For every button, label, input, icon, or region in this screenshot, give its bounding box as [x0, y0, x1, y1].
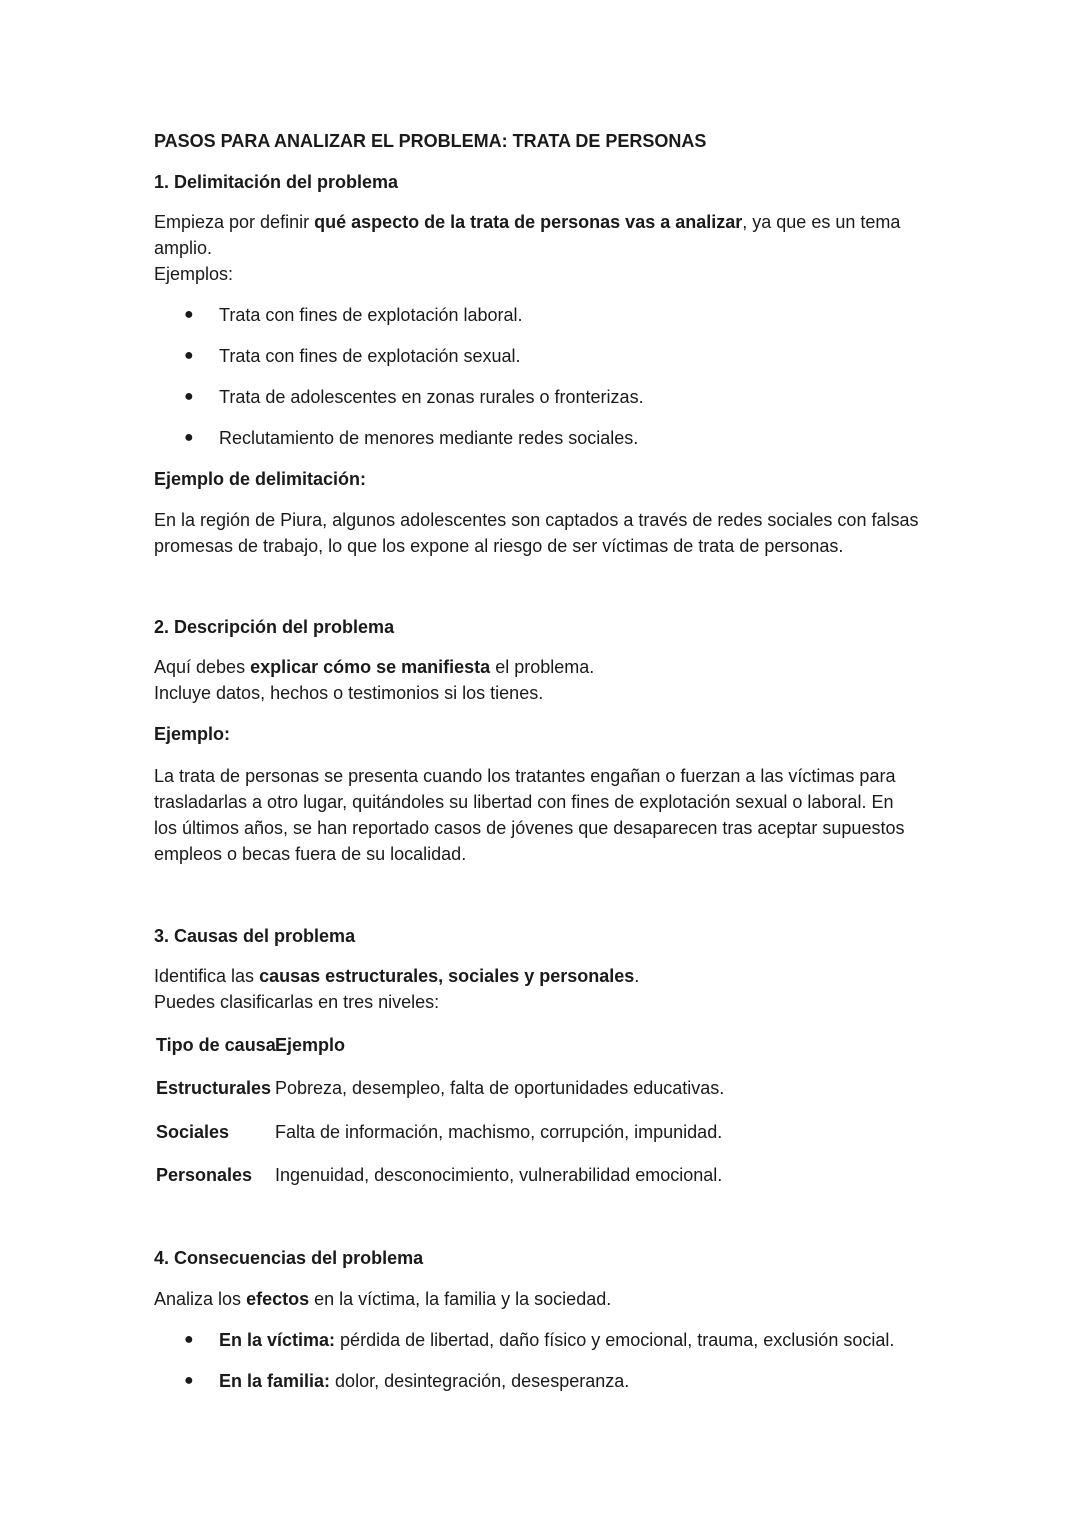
- bullet-icon: ●: [184, 306, 194, 323]
- section-1-example-line: En la región de Piura, algunos adolescentes son captados a través de redes sociales con falsas: [154, 510, 919, 530]
- table-cell-type: Estructurales: [156, 1078, 272, 1098]
- section-4-intro-text-end: en la víctima, la familia y la sociedad.: [309, 1289, 612, 1309]
- table-cell-example: Falta de información, machismo, corrupción, impunidad.: [275, 1122, 723, 1142]
- document-title: PASOS PARA ANALIZAR EL PROBLEMA: TRATA DE PERSONAS: [154, 131, 707, 151]
- list-item: [219, 1368, 629, 1394]
- section-2-intro-cont: Incluye datos, hechos o testimonios si los tienes.: [154, 683, 544, 703]
- table-cell-type: Sociales: [156, 1122, 230, 1142]
- list-item-text: pérdida de libertad, daño físico y emocional, trauma, exclusión social.: [335, 1330, 895, 1350]
- section-2-example-line: trasladarlas a otro lugar, quitándoles su libertad con fines de explotación sexual o laboral. En: [154, 792, 894, 812]
- list-item: Trata con fines de explotación laboral.: [219, 305, 523, 325]
- table-header-example: Ejemplo: [275, 1035, 346, 1055]
- section-1-intro-emphasis: qué aspecto de la trata de personas vas a analizar: [314, 212, 743, 232]
- section-3-intro-emphasis: causas estructurales, sociales y personales: [259, 966, 635, 986]
- section-1-example-heading: Ejemplo de delimitación:: [154, 469, 367, 489]
- section-4-intro-text: Analiza los: [154, 1289, 247, 1309]
- section-2-intro-emphasis: explicar cómo se manifiesta: [250, 657, 491, 677]
- list-item-label: En la familia:: [219, 1371, 331, 1391]
- bullet-icon: ●: [184, 1372, 194, 1389]
- bullet-icon: ●: [184, 388, 194, 405]
- section-3-heading: 3. Causas del problema: [154, 926, 356, 946]
- section-2-example-line: empleos o becas fuera de su localidad.: [154, 844, 467, 864]
- section-3-intro-text-end: .: [634, 966, 640, 986]
- section-2-example-line: La trata de personas se presenta cuando los tratantes engañan o fuerzan a las víctimas para: [154, 766, 896, 786]
- section-2-example-line: los últimos años, se han reportado casos de jóvenes que desaparecen tras aceptar supuestos: [154, 818, 905, 838]
- section-3-intro-text: Identifica las: [154, 966, 260, 986]
- section-2-intro: [154, 654, 594, 680]
- section-3-intro-cont: Puedes clasificarlas en tres niveles:: [154, 992, 440, 1012]
- bullet-icon: ●: [184, 429, 194, 446]
- section-3-intro: [154, 963, 639, 989]
- table-cell-example: Ingenuidad, desconocimiento, vulnerabilidad emocional.: [275, 1165, 723, 1185]
- section-1-examples-label: Ejemplos:: [154, 264, 234, 284]
- section-1-intro-text-end: , ya que es un tema: [742, 212, 901, 232]
- section-4-intro-emphasis: efectos: [246, 1289, 310, 1309]
- section-1-intro: [154, 209, 900, 235]
- list-item: [219, 1327, 894, 1353]
- section-1-intro-cont: amplio.: [154, 238, 213, 258]
- list-item: Trata de adolescentes en zonas rurales o fronterizas.: [219, 387, 644, 407]
- list-item-label: En la víctima:: [219, 1330, 336, 1350]
- section-4-intro: [154, 1286, 611, 1312]
- bullet-icon: ●: [184, 1331, 194, 1348]
- list-item: Reclutamiento de menores mediante redes sociales.: [219, 428, 639, 448]
- section-1-intro-text: Empieza por definir: [154, 212, 315, 232]
- section-1-example-line: promesas de trabajo, lo que los expone al riesgo de ser víctimas de trata de personas.: [154, 536, 844, 556]
- table-cell-type: Personales: [156, 1165, 253, 1185]
- section-2-example-heading: Ejemplo:: [154, 724, 231, 744]
- table-header-type: Tipo de causa: [156, 1035, 276, 1055]
- section-2-heading: 2. Descripción del problema: [154, 617, 395, 637]
- list-item-text: dolor, desintegración, desesperanza.: [330, 1371, 630, 1391]
- section-2-intro-text: Aquí debes: [154, 657, 251, 677]
- table-cell-example: Pobreza, desempleo, falta de oportunidades educativas.: [275, 1078, 725, 1098]
- section-1-heading: 1. Delimitación del problema: [154, 172, 399, 192]
- list-item: Trata con fines de explotación sexual.: [219, 346, 521, 366]
- section-2-intro-text-end: el problema.: [490, 657, 595, 677]
- section-4-heading: 4. Consecuencias del problema: [154, 1248, 424, 1268]
- bullet-icon: ●: [184, 347, 194, 364]
